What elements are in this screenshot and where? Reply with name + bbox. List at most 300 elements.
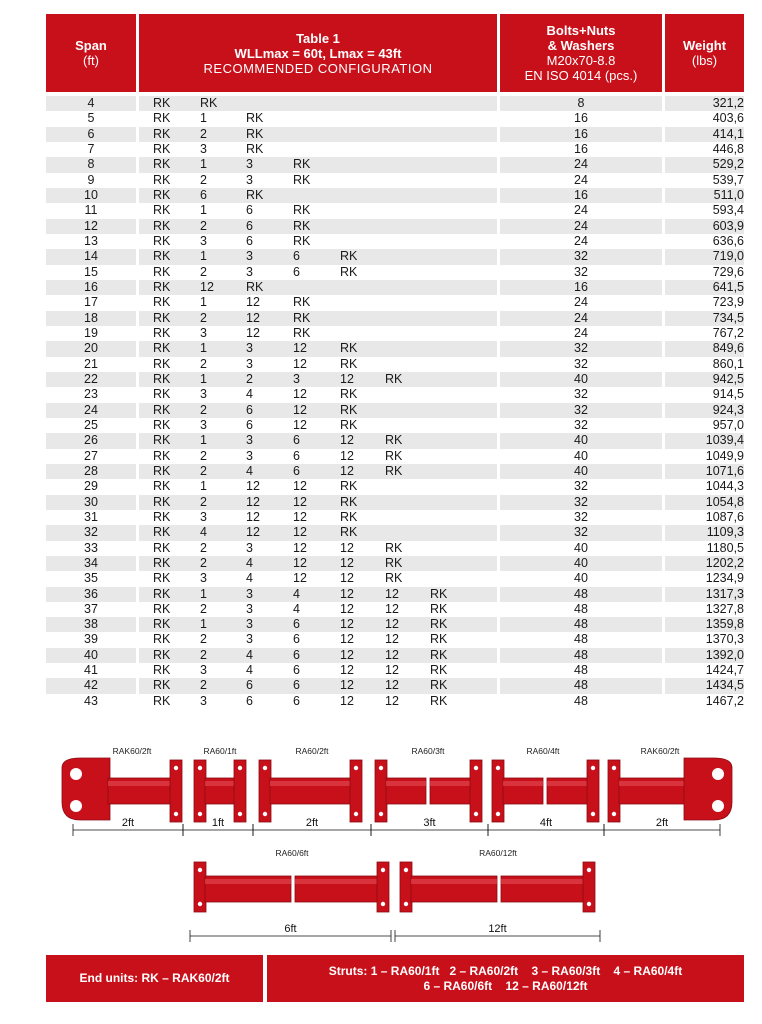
- span-value: 6: [87, 126, 95, 141]
- bolts-value: 32: [574, 402, 588, 417]
- config-item: RK: [153, 203, 171, 218]
- config-item: RK: [153, 96, 171, 110]
- bolt-hole: [381, 902, 385, 906]
- config-item: 12: [340, 693, 354, 708]
- config-item: 12: [340, 463, 354, 478]
- tube-highlight: [386, 781, 426, 786]
- config-item: RK: [153, 647, 171, 662]
- bolt-hole: [587, 868, 591, 872]
- span-value: 32: [84, 525, 98, 540]
- weight-value: 719,0: [712, 249, 744, 264]
- span-unit: (ft): [83, 53, 99, 68]
- config-item: RK: [153, 479, 171, 494]
- config-item: 3: [246, 632, 253, 647]
- bolts-value: 48: [574, 663, 588, 678]
- config-item: 3: [200, 233, 207, 248]
- span-value: 15: [84, 264, 98, 279]
- weight-value: 860,1: [712, 356, 744, 371]
- config-item: 1: [200, 203, 207, 218]
- table-subtitle: RECOMMENDED CONFIGURATION: [203, 60, 433, 76]
- span-value: 30: [84, 494, 98, 509]
- span-value: 9: [87, 172, 95, 187]
- table-row: [46, 387, 744, 402]
- config-item: 6: [293, 647, 300, 662]
- bolt-hole: [238, 812, 242, 816]
- bolts-value: 40: [574, 448, 588, 463]
- config-item: 12: [293, 494, 307, 509]
- dimension-label: 4ft: [539, 817, 553, 829]
- config-item: 6: [293, 617, 300, 632]
- config-item: 3: [246, 264, 253, 279]
- bolts-value: 48: [574, 617, 588, 632]
- config-item: 4: [246, 647, 253, 662]
- config-item: 6: [293, 433, 300, 448]
- config-item: RK: [430, 663, 448, 678]
- config-item: RK: [246, 279, 264, 294]
- span-value: 35: [84, 571, 98, 586]
- config-item: RK: [153, 509, 171, 524]
- table-row: [46, 326, 744, 341]
- table-row: [46, 449, 744, 464]
- config-item: RK: [430, 678, 448, 693]
- config-item: 3: [246, 433, 253, 448]
- bolt-hole: [263, 812, 267, 816]
- bolts-value: 48: [574, 678, 588, 693]
- config-item: RK: [340, 387, 358, 402]
- config-item: 3: [200, 509, 207, 524]
- weight-value: 511,0: [713, 187, 744, 202]
- weight-value: 1392,0: [705, 647, 744, 662]
- span-value: 28: [84, 463, 98, 478]
- config-item: 6: [293, 678, 300, 693]
- span-value: 43: [84, 693, 98, 708]
- table-row: [46, 234, 744, 249]
- config-item: 3: [200, 387, 207, 402]
- table-row: [46, 295, 744, 310]
- bolts-value: 40: [574, 571, 588, 586]
- config-item: 12: [246, 494, 260, 509]
- bolt-hole: [238, 766, 242, 770]
- span-value: 33: [84, 540, 98, 555]
- bolts-value: 32: [574, 479, 588, 494]
- bolt-hole: [404, 902, 408, 906]
- config-item: 6: [293, 264, 300, 279]
- config-item: 2: [200, 494, 207, 509]
- table-row: [46, 280, 744, 295]
- config-item: 1: [200, 371, 207, 386]
- config-item: RK: [153, 295, 171, 310]
- weight-value: 1327,8: [705, 601, 744, 616]
- bolts-value: 32: [574, 525, 588, 540]
- part-label: RA60/12ft: [479, 848, 517, 858]
- header-table: [139, 14, 497, 92]
- config-item: 6: [293, 632, 300, 647]
- bolts-value: 48: [574, 632, 588, 647]
- config-item: RK: [430, 632, 448, 647]
- table-row: [46, 617, 744, 632]
- footer-end-units: [46, 955, 263, 1002]
- config-item: 12: [293, 540, 307, 555]
- span-title: Span: [75, 38, 107, 53]
- config-item: 4: [246, 555, 253, 570]
- bolts-value: 40: [574, 463, 588, 478]
- config-item: 1: [200, 249, 207, 264]
- config-item: RK: [293, 203, 311, 218]
- weight-value: 414,1: [712, 126, 744, 141]
- config-item: 12: [293, 417, 307, 432]
- config-item: RK: [153, 233, 171, 248]
- config-item: 12: [340, 586, 354, 601]
- table-row: [46, 433, 744, 448]
- bolts-value: 48: [574, 586, 588, 601]
- config-item: 3: [200, 325, 207, 340]
- bolts-title-1: Bolts+Nuts: [546, 23, 616, 38]
- bolts-value: 24: [574, 203, 588, 218]
- bolts-value: 32: [574, 387, 588, 402]
- config-item: RK: [430, 586, 448, 601]
- config-item: 12: [385, 601, 399, 616]
- config-item: 2: [200, 218, 207, 233]
- config-item: RK: [153, 187, 171, 202]
- span-value: 29: [84, 479, 98, 494]
- weight-value: 957,0: [712, 417, 744, 432]
- table-row: [46, 265, 744, 280]
- config-item: 1: [200, 479, 207, 494]
- config-item: 4: [246, 571, 253, 586]
- dimension-label: 3ft: [423, 817, 436, 829]
- config-item: 12: [200, 279, 214, 294]
- bolts-spec-1: M20x70-8.8: [546, 53, 616, 68]
- span-value: 25: [84, 417, 98, 432]
- bolt-hole: [496, 766, 500, 770]
- config-item: RK: [153, 157, 171, 172]
- table-title: Table 1: [296, 30, 340, 46]
- config-item: 12: [293, 479, 307, 494]
- table-row: [46, 157, 744, 172]
- weight-value: 1234,9: [705, 571, 744, 586]
- bolts-spec-2: EN ISO 4014 (pcs.): [524, 68, 638, 83]
- table-row: [46, 173, 744, 188]
- bolt-hole: [591, 812, 595, 816]
- config-item: 6: [246, 678, 253, 693]
- span-value: 26: [84, 433, 98, 448]
- config-item: RK: [153, 356, 171, 371]
- config-item: 6: [246, 693, 253, 708]
- end-unit-plate: [62, 758, 110, 820]
- table-row: [46, 510, 744, 525]
- bolt-hole: [496, 812, 500, 816]
- weight-title: Weight: [682, 38, 727, 53]
- config-item: 12: [340, 433, 354, 448]
- part-label: RA60/2ft: [295, 746, 329, 756]
- config-item: RK: [153, 663, 171, 678]
- span-value: 38: [84, 617, 98, 632]
- config-item: RK: [153, 249, 171, 264]
- config-item: RK: [153, 494, 171, 509]
- table-row: [46, 479, 744, 494]
- config-item: 2: [200, 172, 207, 187]
- span-value: 10: [84, 187, 98, 202]
- span-value: 12: [84, 218, 98, 233]
- config-item: RK: [153, 525, 171, 540]
- config-item: 3: [246, 540, 253, 555]
- footer-struts: [267, 955, 744, 1002]
- config-item: RK: [340, 494, 358, 509]
- struts-line-2: 6 – RA60/6ft 12 – RA60/12ft: [423, 978, 588, 993]
- bolts-value: 24: [574, 172, 588, 187]
- span-value: 5: [87, 111, 95, 126]
- weight-value: 1071,6: [705, 463, 744, 478]
- table-row: [46, 602, 744, 617]
- config-item: RK: [340, 356, 358, 371]
- config-item: 3: [246, 172, 253, 187]
- config-item: 4: [246, 387, 253, 402]
- config-item: RK: [246, 111, 264, 126]
- config-item: RK: [293, 218, 311, 233]
- config-item: RK: [153, 586, 171, 601]
- table-row: [46, 372, 744, 387]
- bolt-hole: [263, 766, 267, 770]
- config-item: RK: [430, 601, 448, 616]
- bolt-hole: [612, 812, 616, 816]
- config-item: RK: [153, 371, 171, 386]
- bolts-value: 24: [574, 233, 588, 248]
- weight-value: 593,4: [712, 203, 744, 218]
- config-item: RK: [153, 126, 171, 141]
- tube-highlight: [270, 781, 352, 786]
- span-value: 39: [84, 632, 98, 647]
- bolt-hole: [379, 812, 383, 816]
- tube-highlight: [295, 879, 381, 884]
- table-row: [46, 403, 744, 418]
- weight-value: 403,6: [712, 111, 744, 126]
- weight-value: 1054,8: [705, 494, 744, 509]
- end-units-text: End units: RK – RAK60/2ft: [79, 971, 230, 985]
- config-item: RK: [340, 402, 358, 417]
- tube-highlight: [205, 781, 235, 786]
- weight-value: 446,8: [712, 141, 744, 156]
- config-item: 2: [200, 126, 207, 141]
- config-item: 3: [246, 448, 253, 463]
- span-value: 27: [84, 448, 98, 463]
- pin-hole: [712, 768, 724, 780]
- config-item: 12: [340, 540, 354, 555]
- bolt-hole: [174, 812, 178, 816]
- config-item: RK: [340, 479, 358, 494]
- bolts-value: 24: [574, 157, 588, 172]
- bolt-hole: [198, 902, 202, 906]
- config-item: RK: [153, 632, 171, 647]
- part-label: RA60/6ft: [275, 848, 309, 858]
- config-item: 4: [246, 663, 253, 678]
- column-divider: [136, 96, 139, 716]
- weight-value: 942,5: [712, 371, 744, 386]
- config-item: 3: [200, 571, 207, 586]
- config-item: 12: [246, 525, 260, 540]
- header-bolts: [500, 14, 662, 92]
- config-item: 12: [246, 509, 260, 524]
- weight-value: 321,2: [712, 96, 744, 110]
- config-item: 2: [246, 371, 253, 386]
- column-divider: [662, 96, 665, 716]
- span-value: 13: [84, 233, 98, 248]
- bolts-value: 24: [574, 295, 588, 310]
- bolts-value: 24: [574, 218, 588, 233]
- tube-highlight: [501, 879, 587, 884]
- bolt-hole: [198, 766, 202, 770]
- config-item: 3: [200, 141, 207, 156]
- bolt-hole: [587, 902, 591, 906]
- config-item: RK: [293, 157, 311, 172]
- config-item: 12: [340, 632, 354, 647]
- config-item: 3: [246, 586, 253, 601]
- bolt-hole: [612, 766, 616, 770]
- config-item: 6: [246, 218, 253, 233]
- config-item: RK: [340, 509, 358, 524]
- config-item: 6: [293, 693, 300, 708]
- config-item: RK: [246, 187, 264, 202]
- bolts-value: 8: [577, 96, 585, 110]
- bolts-value: 16: [574, 141, 588, 156]
- config-item: 12: [293, 341, 307, 356]
- weight-value: 1044,3: [705, 479, 744, 494]
- part-label: RAK60/2ft: [640, 746, 680, 756]
- table-row: [46, 571, 744, 586]
- part-label: RAK60/2ft: [112, 746, 152, 756]
- table-row: [46, 418, 744, 433]
- header-weight: [665, 14, 744, 92]
- config-item: 6: [246, 203, 253, 218]
- weight-value: 1434,5: [705, 678, 744, 693]
- weight-value: 1109,3: [706, 525, 744, 540]
- config-item: RK: [153, 141, 171, 156]
- bolt-hole: [591, 766, 595, 770]
- weight-value: 914,5: [712, 387, 744, 402]
- config-item: 12: [340, 647, 354, 662]
- config-item: RK: [153, 341, 171, 356]
- config-item: RK: [246, 126, 264, 141]
- table-row: [46, 203, 744, 218]
- bolts-value: 32: [574, 494, 588, 509]
- table-row: [46, 541, 744, 556]
- config-item: RK: [340, 417, 358, 432]
- config-item: 3: [246, 617, 253, 632]
- span-value: 36: [84, 586, 98, 601]
- bolt-hole: [381, 868, 385, 872]
- bolt-hole: [379, 766, 383, 770]
- tube-highlight: [411, 879, 497, 884]
- config-item: 12: [246, 295, 260, 310]
- config-item: 6: [293, 663, 300, 678]
- config-item: RK: [153, 387, 171, 402]
- config-item: 12: [340, 678, 354, 693]
- bolts-value: 40: [574, 540, 588, 555]
- config-item: 12: [246, 325, 260, 340]
- config-item: RK: [340, 341, 358, 356]
- config-item: 12: [385, 632, 399, 647]
- config-item: 12: [293, 387, 307, 402]
- bolts-value: 40: [574, 371, 588, 386]
- config-item: 2: [200, 448, 207, 463]
- config-item: 12: [340, 601, 354, 616]
- bolt-hole: [174, 766, 178, 770]
- config-item: 6: [246, 233, 253, 248]
- config-item: 12: [340, 617, 354, 632]
- config-item: RK: [293, 325, 311, 340]
- weight-value: 539,7: [712, 172, 744, 187]
- bolt-hole: [474, 812, 478, 816]
- config-item: RK: [153, 279, 171, 294]
- weight-value: 1049,9: [705, 448, 744, 463]
- bolt-hole: [198, 812, 202, 816]
- config-item: 3: [246, 356, 253, 371]
- bolts-value: 40: [574, 555, 588, 570]
- config-item: 12: [293, 356, 307, 371]
- weight-value: 603,9: [712, 218, 744, 233]
- weight-value: 1317,3: [705, 586, 744, 601]
- span-value: 11: [84, 203, 98, 218]
- config-item: 2: [200, 647, 207, 662]
- part-label: RA60/3ft: [411, 746, 445, 756]
- config-item: RK: [153, 448, 171, 463]
- bolts-value: 24: [574, 325, 588, 340]
- bolts-value: 40: [574, 433, 588, 448]
- table-row: [46, 219, 744, 234]
- weight-value: 849,6: [712, 341, 744, 356]
- config-item: 12: [385, 617, 399, 632]
- config-item: 12: [293, 555, 307, 570]
- config-item: RK: [153, 540, 171, 555]
- config-item: RK: [153, 571, 171, 586]
- table-row: [46, 96, 744, 111]
- span-value: 21: [84, 356, 98, 371]
- config-table: [46, 96, 744, 709]
- dimension-label: 2ft: [305, 817, 319, 829]
- dimension-label: 12ft: [488, 923, 507, 935]
- config-item: RK: [385, 571, 403, 586]
- weight-value: 641,5: [712, 279, 744, 294]
- config-item: RK: [153, 555, 171, 570]
- config-item: 12: [385, 647, 399, 662]
- config-item: 6: [293, 249, 300, 264]
- weight-value: 723,9: [712, 295, 744, 310]
- pin-hole: [712, 800, 724, 812]
- bolts-value: 32: [574, 417, 588, 432]
- tube-highlight: [108, 781, 174, 786]
- config-item: 2: [200, 555, 207, 570]
- config-item: 3: [246, 601, 253, 616]
- config-item: 12: [385, 663, 399, 678]
- weight-value: 1424,7: [705, 663, 744, 678]
- config-item: 12: [246, 479, 260, 494]
- table-row: [46, 663, 744, 678]
- config-item: 2: [200, 264, 207, 279]
- pin-hole: [70, 800, 82, 812]
- config-item: RK: [153, 325, 171, 340]
- component-diagram: [0, 730, 762, 950]
- config-item: 12: [340, 371, 354, 386]
- dimension-label: 2ft: [655, 817, 669, 829]
- config-item: 3: [293, 371, 300, 386]
- config-item: 2: [200, 310, 207, 325]
- span-value: 42: [84, 678, 98, 693]
- dimension-label: 1ft: [211, 817, 225, 829]
- weight-value: 924,3: [712, 402, 744, 417]
- table-row: [46, 464, 744, 479]
- table-row: [46, 357, 744, 372]
- config-item: RK: [385, 540, 403, 555]
- config-item: 3: [246, 341, 253, 356]
